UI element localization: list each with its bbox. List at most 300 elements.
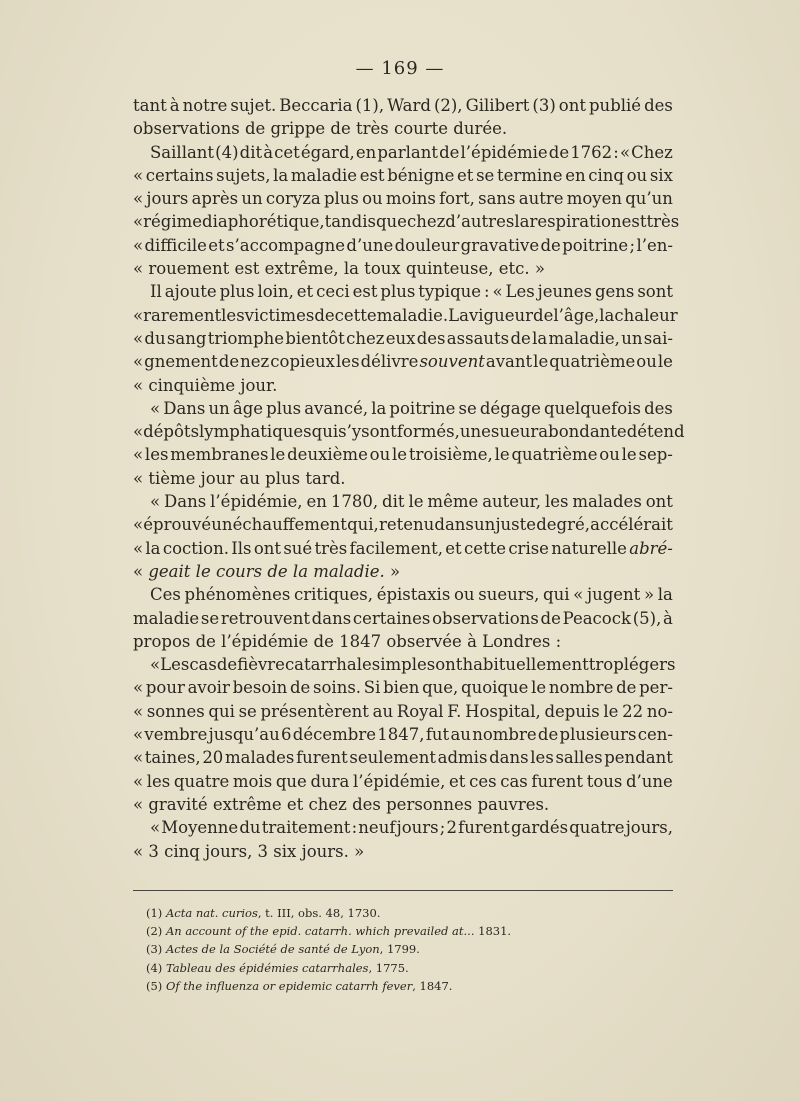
word: cas	[500, 771, 528, 791]
word: avant	[485, 352, 533, 372]
word: la	[657, 585, 673, 605]
word: pour	[145, 678, 185, 698]
word: sep-	[638, 445, 673, 465]
word: l’épidémie	[460, 142, 548, 162]
word: :	[351, 818, 358, 838]
word: abondante	[538, 422, 627, 442]
word: sué	[283, 538, 313, 558]
word: sai-	[643, 328, 673, 348]
word: vembre	[144, 725, 208, 745]
word: Ils	[231, 538, 252, 558]
word: Si	[363, 678, 381, 698]
word: ceci	[316, 282, 350, 302]
word: de	[289, 678, 311, 698]
italic-run	[629, 537, 673, 560]
word: ;	[439, 818, 446, 838]
footnote-details: , 1799.	[379, 942, 420, 957]
word: taines,	[144, 748, 201, 768]
word: malades	[224, 748, 295, 768]
word: assauts	[446, 328, 510, 348]
word: la	[514, 212, 530, 232]
word: la	[599, 305, 615, 325]
word: victimes	[244, 305, 315, 325]
word: les	[146, 771, 171, 791]
word: Chez	[631, 142, 673, 162]
word: à	[169, 96, 180, 115]
word: per-	[639, 678, 673, 698]
word: salles	[555, 748, 603, 768]
text-line	[133, 560, 673, 583]
word: Gilibert	[465, 96, 530, 115]
word: présentèrent	[260, 701, 369, 721]
italic-run	[419, 350, 484, 373]
word: eux	[385, 328, 416, 348]
word: quoique	[461, 678, 529, 698]
word: observations	[432, 608, 539, 628]
word: le	[531, 678, 547, 698]
word: sont	[426, 655, 463, 675]
text-line	[133, 513, 673, 536]
text-run: observations de grippe de très courte durée.	[133, 119, 508, 139]
word: bientôt	[285, 328, 345, 348]
word: très	[314, 538, 348, 558]
word: maladie.	[376, 305, 449, 325]
word: lymphatiques	[199, 422, 312, 442]
footnote-details: , 1775.	[368, 960, 409, 975]
word: certains	[145, 165, 214, 185]
word: phénomènes	[184, 585, 291, 605]
word: quatre	[173, 771, 230, 791]
word: facilement,	[349, 538, 443, 558]
word: accélérait	[590, 515, 673, 535]
word: ou	[626, 165, 648, 185]
word: bénigne	[387, 165, 455, 185]
word: égard,	[300, 142, 355, 162]
word: besoin	[232, 678, 288, 698]
word: éprouvé	[143, 515, 212, 535]
word: sont	[637, 282, 673, 302]
text-line	[133, 187, 673, 210]
word: dégage	[479, 398, 541, 418]
word: naturelle	[551, 538, 627, 558]
word: qui	[311, 422, 339, 442]
word: à	[663, 608, 673, 628]
text-line	[133, 490, 673, 513]
word: dit	[382, 492, 405, 512]
word: de	[540, 235, 561, 255]
word: nombre	[548, 678, 614, 698]
word: gnement	[144, 352, 218, 372]
word: «	[133, 748, 144, 768]
word: gravative	[460, 235, 540, 255]
word: triomphe	[207, 328, 285, 348]
word: jours	[396, 818, 439, 838]
word: ont	[645, 492, 673, 512]
word: 1780,	[330, 492, 379, 512]
word: depuis	[544, 701, 600, 721]
word: jusqu’au	[208, 725, 280, 745]
word: des	[644, 96, 673, 115]
text-line	[133, 234, 673, 257]
word: sonnes	[146, 701, 205, 721]
word: plus	[266, 398, 302, 418]
text-line	[133, 141, 673, 164]
word: sujets,	[216, 165, 271, 185]
text-line	[133, 117, 673, 140]
word: qu’un	[625, 189, 673, 209]
word: furent	[296, 748, 348, 768]
word: d’autres	[445, 212, 515, 232]
word: «	[133, 305, 144, 325]
word: 6	[281, 725, 292, 745]
word: jours,	[625, 818, 673, 838]
footnote	[146, 959, 666, 977]
word: (3)	[532, 96, 556, 115]
text-run: « 3 cinq jours, 3 six jours. »	[133, 841, 365, 861]
word: de	[218, 352, 240, 372]
text-line	[133, 793, 673, 816]
word: épistaxis	[376, 585, 451, 605]
italic-text: abré-	[629, 538, 673, 558]
text-line	[133, 816, 673, 839]
word: »	[643, 585, 655, 605]
text-line	[133, 304, 678, 327]
word: «	[133, 771, 144, 791]
word: quatrième	[511, 445, 598, 465]
word: malades	[572, 492, 642, 512]
word: Peacock	[562, 608, 631, 628]
word: fut	[425, 725, 450, 745]
word: autre	[518, 189, 564, 209]
word: sang	[166, 328, 207, 348]
word: maladie,	[548, 328, 620, 348]
word: loin,	[257, 282, 294, 302]
word: qui	[543, 585, 570, 605]
word: (4)	[215, 142, 239, 162]
text-line	[133, 467, 673, 490]
word: «	[133, 212, 144, 232]
word: chez	[346, 328, 385, 348]
word: Il	[150, 282, 162, 302]
word: dit	[239, 142, 263, 162]
word: Dans	[163, 398, 206, 418]
word: maladie	[290, 165, 358, 185]
word: «	[133, 678, 144, 698]
word: Saillant	[150, 142, 215, 162]
word: qui,	[347, 515, 379, 535]
text-line	[133, 840, 673, 863]
word: que	[375, 212, 407, 232]
word: tandis	[324, 212, 376, 232]
word: :	[483, 282, 490, 302]
word: s’accompagne	[226, 235, 346, 255]
word: Dans	[164, 492, 207, 512]
word: mois	[232, 771, 273, 791]
word: publié	[589, 96, 642, 115]
word: poitrine	[562, 235, 629, 255]
word: «	[133, 235, 144, 255]
word: fièvre	[237, 655, 285, 675]
footnote-details: , 1847.	[412, 978, 453, 993]
text-line	[133, 746, 673, 769]
text-line	[133, 700, 673, 723]
word: Ces	[150, 585, 181, 605]
text-line	[133, 327, 673, 350]
word: l’épidémie,	[353, 771, 446, 791]
word: cet	[274, 142, 300, 162]
text-line	[133, 164, 673, 187]
word: 22	[622, 701, 644, 721]
word: no-	[646, 701, 673, 721]
footnote-title: Tableau des épidémies catarrhales	[165, 960, 369, 975]
word: 20	[202, 748, 224, 768]
footnote	[146, 977, 666, 995]
word: le	[270, 445, 286, 465]
word: s’y	[338, 422, 362, 442]
word: de	[616, 678, 637, 698]
word: ajoute	[164, 282, 217, 302]
word: «	[133, 189, 144, 209]
word: au	[372, 701, 394, 721]
word: de	[439, 142, 460, 162]
word: du	[239, 818, 261, 838]
word: tous	[586, 771, 623, 791]
word: les	[530, 748, 554, 768]
word: nombre	[472, 725, 537, 745]
word: «	[133, 422, 144, 442]
word: neuf	[358, 818, 396, 838]
word: ont	[558, 96, 586, 115]
word: ou	[453, 585, 475, 605]
footnote-separator	[133, 890, 673, 891]
word: plus	[219, 282, 255, 302]
word: Les	[160, 655, 190, 675]
word: chez	[406, 212, 446, 232]
word: de	[540, 608, 561, 628]
word: le	[408, 492, 424, 512]
word: décembre	[292, 725, 376, 745]
word: parlant	[377, 142, 439, 162]
word: de	[533, 305, 554, 325]
word: des	[644, 398, 673, 418]
word: quatre	[569, 818, 625, 838]
word: sueurs,	[478, 585, 540, 605]
word: sont	[361, 422, 397, 442]
footnote	[146, 904, 666, 922]
word: gens	[594, 282, 635, 302]
word: maladie	[133, 608, 200, 628]
word: dépôts	[143, 422, 200, 442]
word: termine	[496, 165, 563, 185]
text-line	[133, 630, 673, 653]
word: ont	[253, 538, 282, 558]
word: difficile	[144, 235, 207, 255]
word: délivre	[360, 352, 419, 372]
word: «	[492, 282, 503, 302]
word: moins	[385, 189, 436, 209]
word: (1),	[355, 96, 385, 115]
footnote-details: , t. III, obs. 48, 1730.	[257, 906, 381, 920]
word: simple	[371, 655, 427, 675]
word: «	[133, 445, 144, 465]
text-line	[133, 583, 673, 606]
word: troisième,	[408, 445, 493, 465]
word: d’une	[346, 235, 394, 255]
word: Royal	[396, 701, 444, 721]
word: «	[133, 701, 144, 721]
word: «	[573, 585, 584, 605]
word: :	[613, 142, 619, 162]
word: ou	[636, 352, 657, 372]
word: «	[150, 492, 161, 512]
footnote	[146, 922, 666, 940]
word: La	[448, 305, 469, 325]
word: deuxième	[287, 445, 368, 465]
word: coction.	[162, 538, 229, 558]
text-run: « cinquième jour.	[133, 375, 278, 395]
word: «	[133, 165, 144, 185]
word: bien	[383, 678, 420, 698]
word: critiques,	[294, 585, 374, 605]
word: furent	[458, 818, 510, 838]
word: F.	[447, 701, 462, 721]
word: et	[457, 165, 474, 185]
word: des	[416, 328, 446, 348]
footnote-number: (4)	[146, 960, 163, 975]
text-line	[133, 397, 673, 420]
word: le	[657, 352, 673, 372]
text-line	[133, 723, 673, 746]
text-line	[133, 257, 673, 280]
text-line	[133, 537, 673, 560]
word: en	[565, 165, 586, 185]
footnote-number: (5)	[146, 978, 163, 993]
word: que,	[422, 678, 459, 698]
word: ou	[369, 445, 391, 465]
text-line	[133, 770, 673, 793]
text-run: propos de l’épidémie de 1847 observée à Londres :	[133, 631, 562, 651]
word: les	[221, 305, 245, 325]
word: auteur,	[482, 492, 541, 512]
word: crise	[508, 538, 549, 558]
italic-text: souvent	[419, 352, 485, 372]
word: vigueur	[468, 305, 534, 325]
word: et	[445, 538, 462, 558]
word: est	[621, 212, 647, 232]
word: six	[649, 165, 673, 185]
word: les	[336, 352, 360, 372]
word: «	[133, 328, 144, 348]
word: avoir	[187, 678, 230, 698]
word: dans	[489, 748, 529, 768]
word: régime	[143, 212, 203, 232]
roman-text: »	[384, 561, 401, 581]
word: très	[646, 212, 680, 232]
word: «	[133, 515, 144, 535]
word: «	[133, 352, 144, 372]
text-line	[133, 280, 673, 303]
word: est	[352, 282, 378, 302]
word: et	[296, 282, 314, 302]
word: membranes	[170, 445, 269, 465]
word: jugent	[586, 585, 641, 605]
word: l’en-	[636, 235, 673, 255]
word: dans	[311, 608, 352, 628]
text-line	[133, 653, 676, 676]
word: un	[621, 328, 643, 348]
text-line	[133, 676, 673, 699]
word: douleur	[394, 235, 460, 255]
word: jours	[146, 189, 189, 209]
footnote-number: (2)	[146, 924, 163, 939]
word: le	[392, 445, 408, 465]
body-text	[133, 94, 685, 863]
text-run: « gravité extrême et chez des personnes pauvres.	[133, 794, 550, 814]
word: les	[544, 492, 569, 512]
word: poitrine	[389, 398, 456, 418]
word: un	[211, 515, 233, 535]
footnote-number: (3)	[146, 942, 163, 957]
word: plus	[380, 282, 416, 302]
word: un	[241, 189, 263, 209]
word: un	[208, 398, 230, 418]
footnote-title: Acta nat. curios	[165, 906, 258, 920]
word: moyen	[566, 189, 622, 209]
word: «	[150, 398, 161, 418]
roman-text: «	[133, 561, 149, 581]
word: sans	[478, 189, 516, 209]
word: cette	[463, 538, 507, 558]
word: juste	[495, 515, 537, 535]
italic-text: geait le cours de la maladie.	[148, 561, 385, 581]
word: plusieurs	[559, 725, 637, 745]
text-line	[133, 210, 680, 233]
footnote-title: An account of the epid. catarrh. which prevailed at...	[165, 924, 475, 939]
word: à	[263, 142, 274, 162]
text-line	[133, 94, 673, 117]
word: de	[216, 655, 238, 675]
word: coryza	[265, 189, 321, 209]
word: certaines	[352, 608, 431, 628]
word: formés,	[396, 422, 460, 442]
word: le	[494, 445, 510, 465]
word: la	[145, 538, 161, 558]
word: «	[150, 818, 161, 838]
word: nez	[240, 352, 270, 372]
word: Beccaria	[279, 96, 353, 115]
text-line	[133, 607, 673, 630]
word: soins.	[313, 678, 362, 698]
word: (5),	[632, 608, 662, 628]
word: Hospital,	[465, 701, 541, 721]
word: se	[476, 165, 495, 185]
word: (2),	[433, 96, 463, 115]
text-line	[133, 350, 673, 373]
word: «	[133, 538, 144, 558]
footnote	[146, 940, 666, 958]
word: «	[150, 655, 161, 675]
word: copieux	[270, 352, 335, 372]
footnote-title: Of the influenza or epidemic catarrh fever	[165, 978, 413, 993]
word: typique	[418, 282, 482, 302]
word: retrouvent	[220, 608, 310, 628]
word: cas	[189, 655, 217, 675]
word: en	[306, 492, 327, 512]
word: respiration	[529, 212, 622, 232]
text-line	[133, 374, 673, 397]
word: d’une	[626, 771, 673, 791]
word: échauffement	[232, 515, 347, 535]
